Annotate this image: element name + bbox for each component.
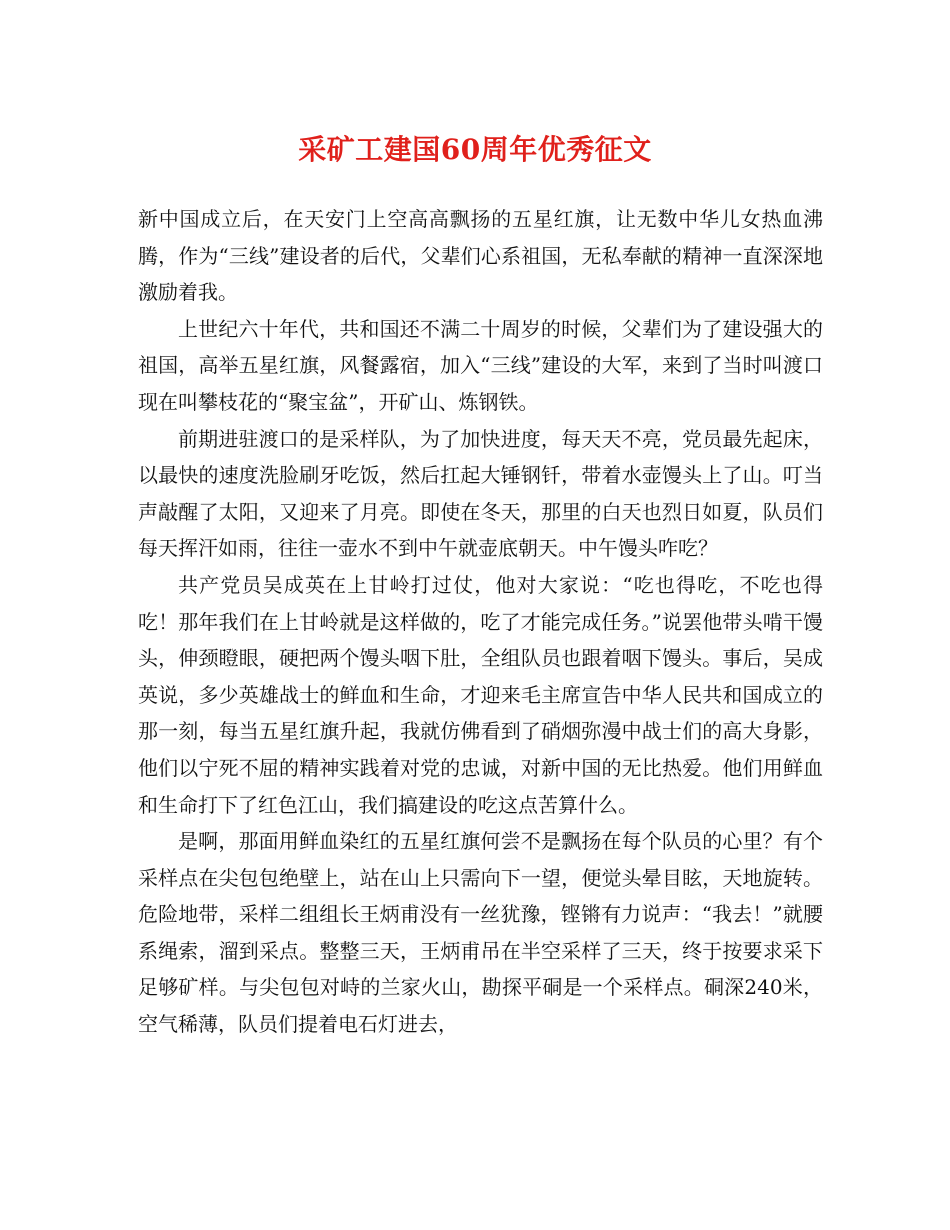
- paragraph-4: 共产党员吴成英在上甘岭打过仗，他对大家说：“吃也得吃，不吃也得吃！那年我们在上甘岭就是这样做的，吃了才能完成任务。”说罢他带头啃干馒头，伸颈瞪眼，硬把两个馒头咽下肚，全组队员也跟着咽下馒头。事后，吴成英说，多少英雄战士的鲜血和生命，才迎来毛主席宣告中华人民共和国成立的那一刻，每当五星红旗升起，我就仿佛看到了硝烟弥漫中战士们的高大身影，他们以宁死不屈的精神实践着对党的忠诚，对新中国的无比热爱。他们用鲜血和生命打下了红色江山，我们搞建设的吃这点苦算什么。: [138, 572, 823, 817]
- paragraph-1: 新中国成立后，在天安门上空高高飘扬的五星红旗，让无数中华儿女热血沸腾，作为“三线”建设者的后代，父辈们心系祖国，无私奉献的精神一直深深地激励着我。: [138, 207, 823, 305]
- paragraph-3: 前期进驻渡口的是采样队，为了加快进度，每天天不亮，党员最先起床，以最快的速度洗脸刷牙吃饭，然后扛起大锤钢钎，带着水壶馒头上了山。叮当声敲醒了太阳，又迎来了月亮。即使在冬天，那里的白天也烈日如夏，队员们每天挥汗如雨，往往一壶水不到中午就壶底朝天。中午馒头咋吃？: [138, 426, 823, 561]
- paragraph-2: 上世纪六十年代，共和国还不满二十周岁的时候，父辈们为了建设强大的祖国，高举五星红旗，风餐露宿，加入“三线”建设的大军，来到了当时叫渡口现在叫攀枝花的“聚宝盆”，开矿山、炼钢铁。: [138, 316, 823, 414]
- article-body: [138, 201, 823, 1043]
- paragraph-5: 是啊，那面用鲜血染红的五星红旗何尝不是飘扬在每个队员的心里？有个采样点在尖包包绝壁上，站在山上只需向下一望，便觉头晕目眩，天地旋转。危险地带，采样二组组长王炳甫没有一丝犹豫，铿锵有力说声：“我去！”就腰系绳索，溜到采点。整整三天，王炳甫吊在半空采样了三天，终于按要求采下足够矿样。与尖包包对峙的兰家火山，勘探平硐是一个采样点。硐深240米，空气稀薄，队员们提着电石灯进去，: [138, 829, 823, 1037]
- page-title: 采矿工建国60周年优秀征文: [298, 133, 652, 166]
